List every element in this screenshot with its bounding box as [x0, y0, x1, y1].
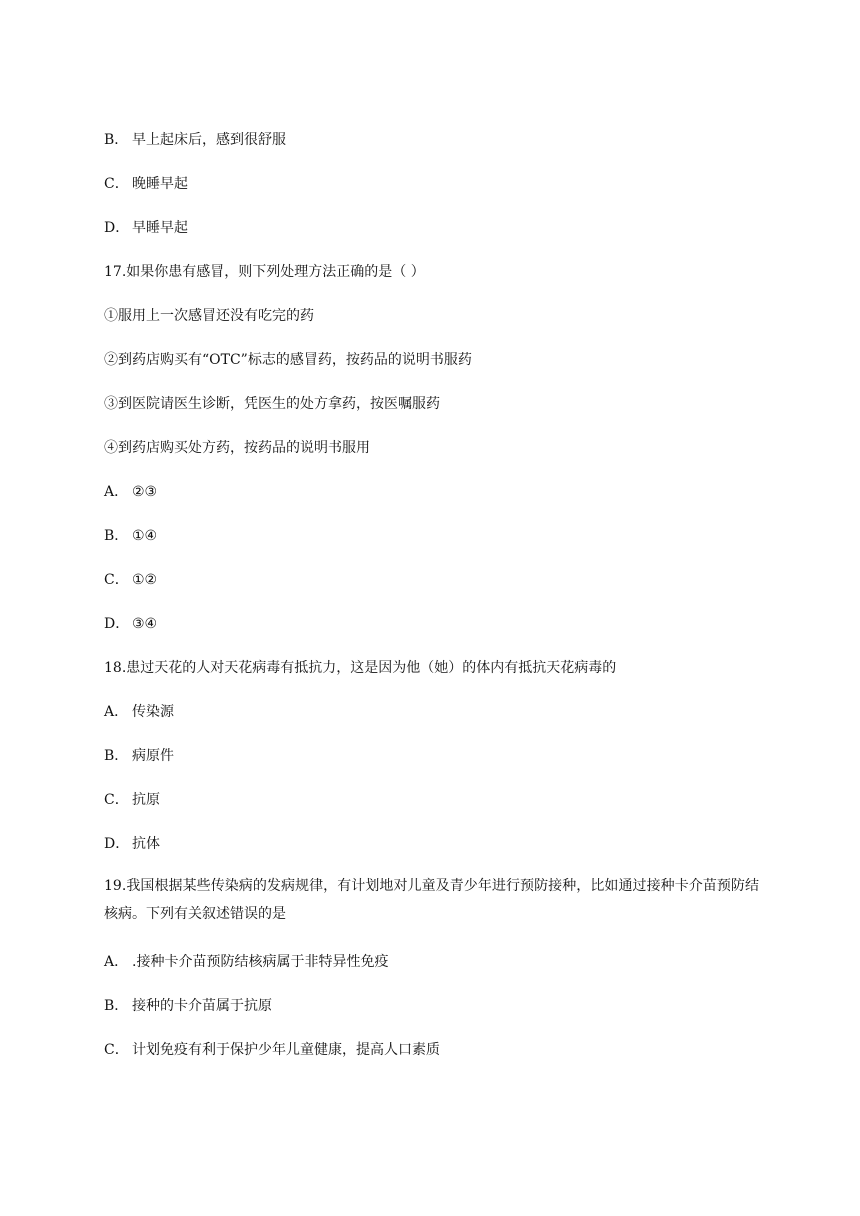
option-letter: D． [104, 616, 130, 632]
q19-option-c [104, 1040, 440, 1060]
q17-option-b [104, 526, 157, 546]
q18-option-b [104, 746, 174, 766]
option-text: .接种卡介苗预防结核病属于非特异性免疫 [132, 954, 389, 970]
q16-option-c [104, 174, 188, 194]
option-text: 抗原 [132, 792, 160, 808]
option-letter: C． [104, 792, 129, 808]
option-letter: A． [104, 484, 129, 500]
option-letter: C． [104, 176, 129, 192]
q19-option-a [104, 952, 388, 972]
q18-option-c [104, 790, 160, 810]
option-letter: C． [104, 1042, 129, 1058]
q18-option-d [104, 834, 160, 854]
q17-option-c [104, 570, 157, 590]
q19-stem: 19.我国根据某些传染病的发病规律，有计划地对儿童及青少年进行预防接种，比如通过接种卡介苗预防结核病。下列有关叙述错误的是 [104, 878, 759, 922]
option-letter: B． [104, 748, 129, 764]
q18-option-a [104, 702, 174, 722]
option-text: 计划免疫有利于保护少年儿童健康，提高人口素质 [132, 1042, 440, 1058]
option-text: 传染源 [132, 704, 174, 720]
option-text: 早上起床后，感到很舒服 [132, 132, 286, 148]
option-text: 晚睡早起 [132, 176, 188, 192]
option-text: 接种的卡介苗属于抗原 [132, 998, 272, 1014]
option-letter: D． [104, 220, 130, 236]
option-letter: B． [104, 998, 129, 1014]
option-letter: B． [104, 528, 129, 544]
q16-option-b [104, 130, 286, 150]
option-text: ①② [132, 572, 158, 588]
q19-option-b [104, 996, 272, 1016]
q17-option-a [104, 482, 157, 502]
q18-stem: 18.患过天花的人对天花病毒有抵抗力，这是因为他（她）的体内有抵抗天花病毒的 [104, 660, 617, 676]
option-text: ②③ [132, 484, 158, 500]
option-text: 抗体 [132, 836, 160, 852]
q17-statement-4: ④到药店购买处方药，按药品的说明书服用 [104, 440, 370, 456]
option-letter: B． [104, 132, 129, 148]
option-text: 病原件 [132, 748, 174, 764]
option-text: 早睡早起 [132, 220, 188, 236]
option-text: ③④ [132, 616, 158, 632]
option-letter: C． [104, 572, 129, 588]
q16-option-d [104, 218, 188, 238]
option-text: ①④ [132, 528, 158, 544]
option-letter: D． [104, 836, 130, 852]
option-letter: A． [104, 954, 129, 970]
q17-stem: 17.如果你患有感冒，则下列处理方法正确的是（ ） [104, 264, 425, 280]
q17-statement-1: ①服用上一次感冒还没有吃完的药 [104, 308, 314, 324]
q17-statement-2: ②到药店购买有“OTC”标志的感冒药，按药品的说明书服药 [104, 352, 472, 368]
option-letter: A． [104, 704, 129, 720]
q17-option-d [104, 614, 157, 634]
q17-statement-3: ③到医院请医生诊断，凭医生的处方拿药，按医嘱服药 [104, 396, 440, 412]
